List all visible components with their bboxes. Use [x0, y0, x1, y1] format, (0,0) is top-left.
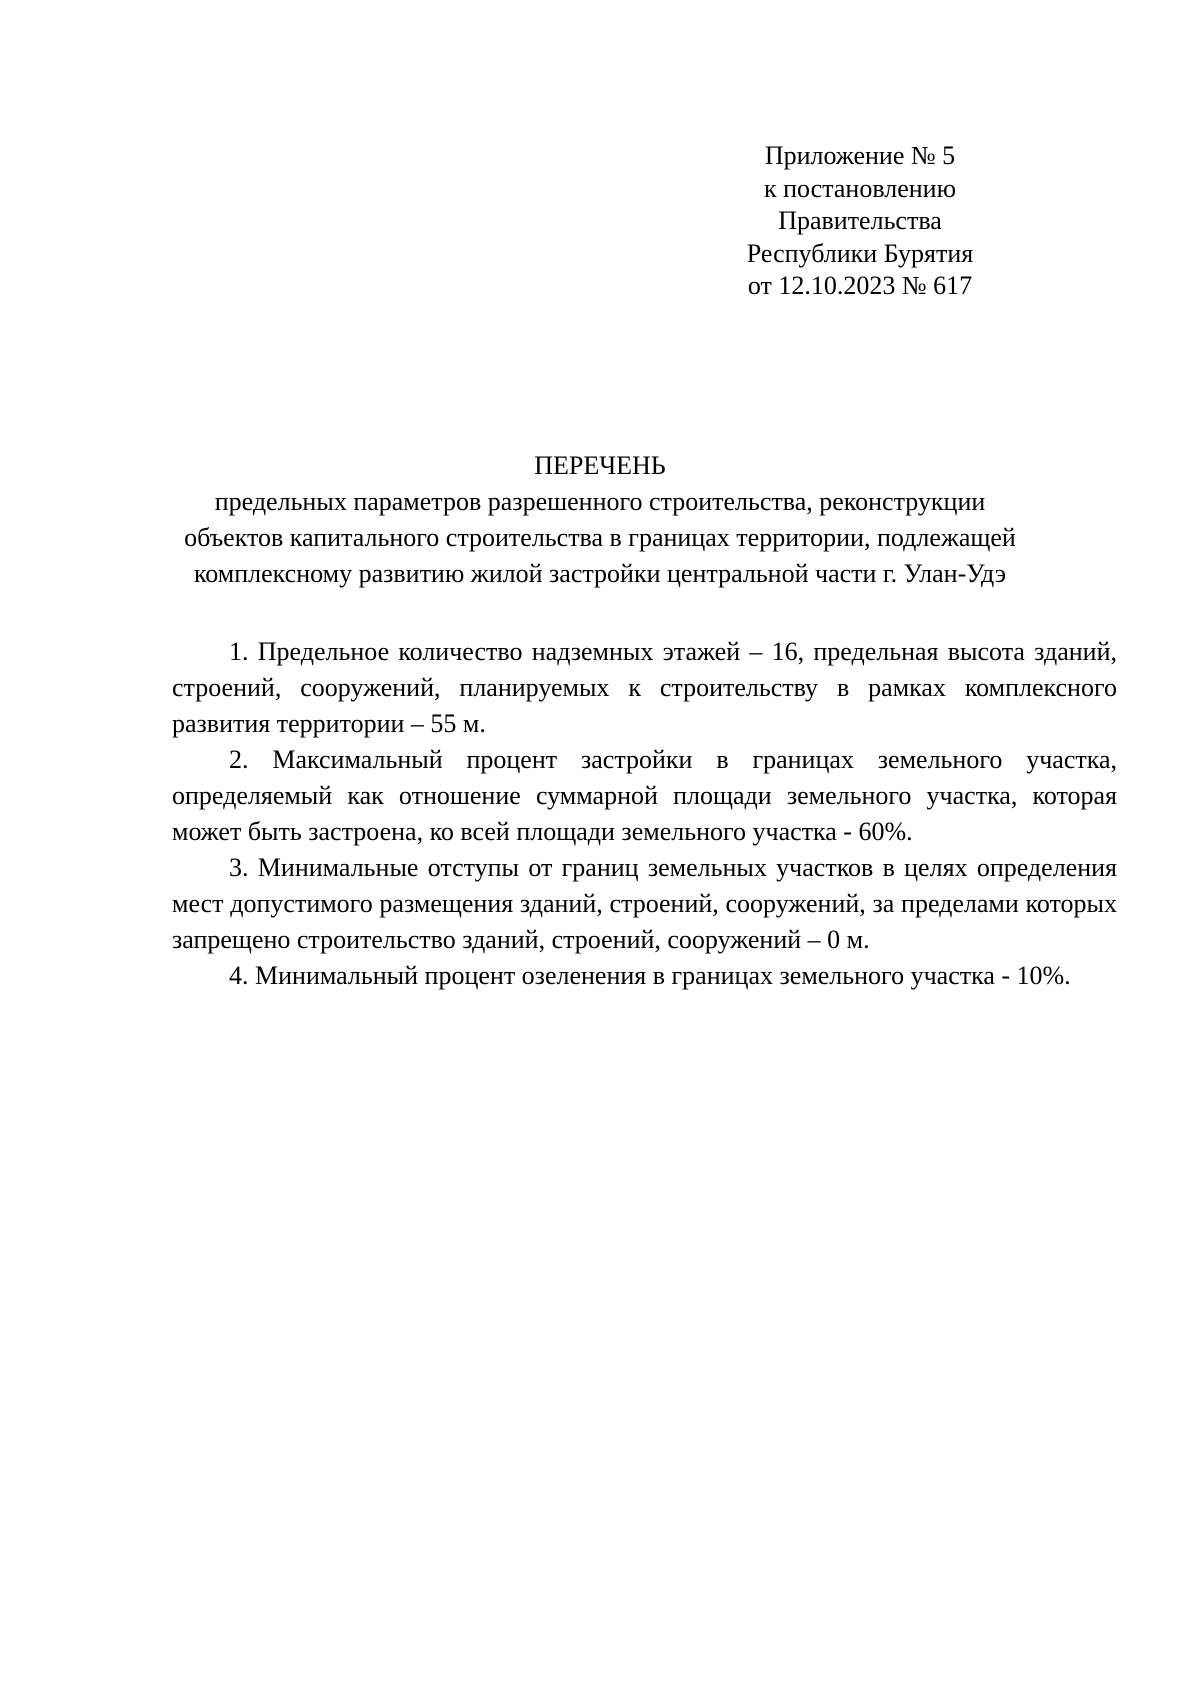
document-subtitle-line: предельных параметров разрешенного строительства, реконструкции	[214, 487, 986, 516]
document-subtitle-line: объектов капитального строительства в границах территории, подлежащей	[184, 523, 1016, 552]
list-item: 2. Максимальный процент застройки в границах земельного участка, определяемый как отношение суммарной площади земельного участка, которая может быть застроена, ко всей площади земельного участка - 60%.	[172, 745, 1117, 846]
appendix-line: к постановлению	[763, 173, 957, 203]
list-item: 3. Минимальные отступы от границ земельных участков в целях определения мест допустимого размещения зданий, строений, сооружений, за пределами которых запрещено строительство зданий, строений, сооружений – 0 м.	[172, 853, 1117, 954]
document-body	[172, 634, 1117, 994]
document-heading	[170, 448, 1030, 592]
appendix-line: Правительства	[778, 206, 942, 235]
appendix-header	[700, 140, 1020, 303]
list-item: 1. Предельное количество надземных этажей – 16, предельная высота зданий, строений, сооружений, планируемых к строительству в рамках комплексного развития территории – 55 м.	[172, 637, 1117, 738]
document-title: ПЕРЕЧЕНЬ	[534, 451, 666, 480]
document-subtitle-line: комплексному развитию жилой застройки центральной части г. Улан-Удэ	[193, 559, 1007, 588]
list-item: 4. Минимальный процент озеленения в границах земельного участка - 10%.	[229, 961, 1071, 990]
appendix-line: Республики Бурятия	[746, 238, 974, 268]
appendix-line: Приложение № 5	[764, 141, 956, 170]
appendix-line: от 12.10.2023 № 617	[747, 271, 973, 300]
